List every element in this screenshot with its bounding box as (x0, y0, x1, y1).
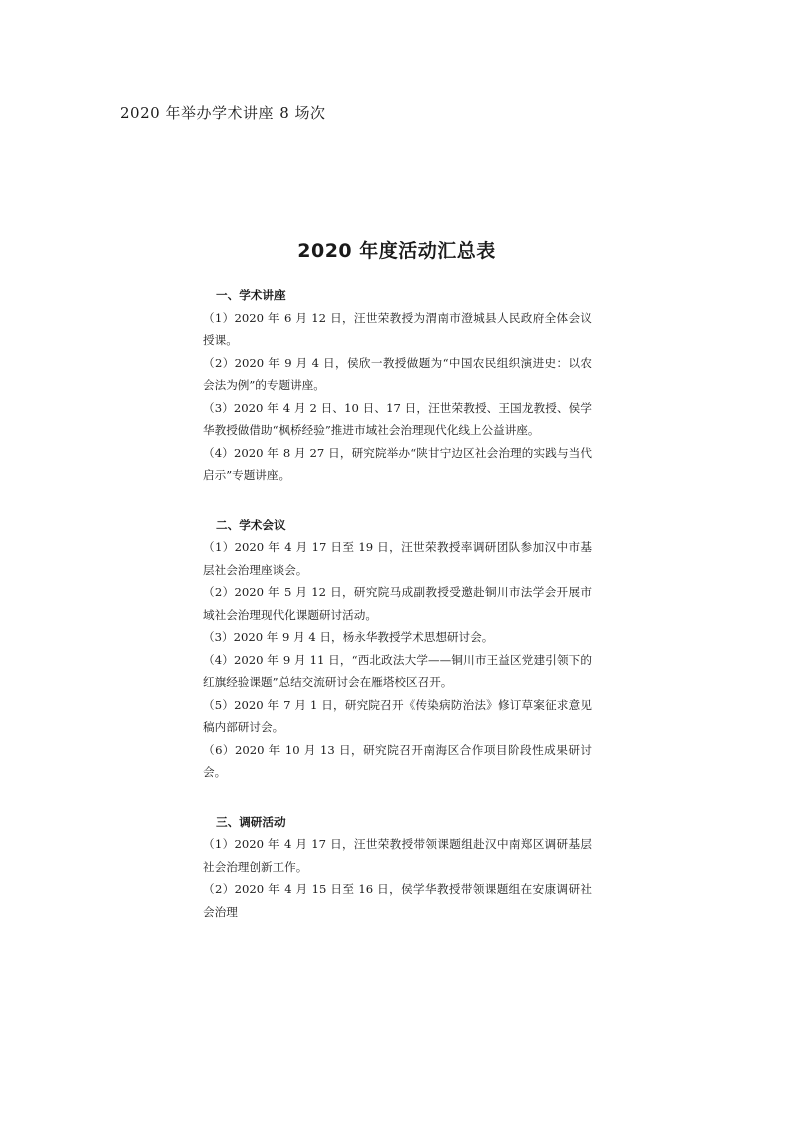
list-item: （3）2020 年 4 月 2 日、10 日、17 日，汪世荣教授、王国龙教授、侯学华教授做借助“枫桥经验”推进市域社会治理现代化线上公益讲座。 (203, 400, 592, 437)
list-item: （2）2020 年 9 月 4 日，侯欣一教授做题为“中国农民组织演进史：以农会法为例”的专题讲座。 (203, 355, 592, 392)
section-heading: 三、调研活动 (216, 814, 286, 829)
section-research-trips (203, 811, 598, 924)
section-heading: 一、学术讲座 (216, 288, 286, 302)
list-item: （5）2020 年 7 月 1 日，研究院召开《传染病防治法》修订草案征求意见稿内部研讨会。 (203, 697, 592, 734)
list-item: （2）2020 年 4 月 15 日至 16 日，侯学华教授带领课题组在安康调研社会治理 (203, 882, 592, 919)
page-title: 2020 年度活动汇总表 (297, 240, 496, 262)
list-item: （1）2020 年 4 月 17 日，汪世荣教授带领课题组赴汉中南郑区调研基层社会治理创新工作。 (203, 837, 592, 874)
list-item: （1）2020 年 4 月 17 日至 19 日，汪世荣教授率调研团队参加汉中市基层社会治理座谈会。 (203, 540, 592, 577)
document-body (203, 284, 598, 950)
list-item: （3）2020 年 9 月 4 日，杨永华教授学术思想研讨会。 (203, 630, 494, 644)
section-heading: 二、学术会议 (216, 517, 286, 532)
list-item: （4）2020 年 8 月 27 日，研究院举办“陕甘宁边区社会治理的实践与当代启示”专题讲座。 (203, 445, 592, 482)
list-item: （1）2020 年 6 月 12 日，汪世荣教授为渭南市澄城县人民政府全体会议授课。 (203, 310, 592, 347)
header-note: 2020 年举办学术讲座 8 场次 (120, 104, 326, 122)
section-lectures (203, 284, 598, 487)
list-item: （2）2020 年 5 月 12 日，研究院马成副教授受邀赴铜川市法学会开展市域社会治理现代化课题研讨活动。 (203, 585, 592, 622)
list-item: （6）2020 年 10 月 13 日，研究院召开南海区合作项目阶段性成果研讨会。 (203, 742, 592, 779)
list-item: （4）2020 年 9 月 11 日，“西北政法大学——铜川市王益区党建引领下的红旗经验课题”总结交流研讨会在雁塔校区召开。 (203, 652, 592, 689)
section-conferences (203, 514, 598, 784)
